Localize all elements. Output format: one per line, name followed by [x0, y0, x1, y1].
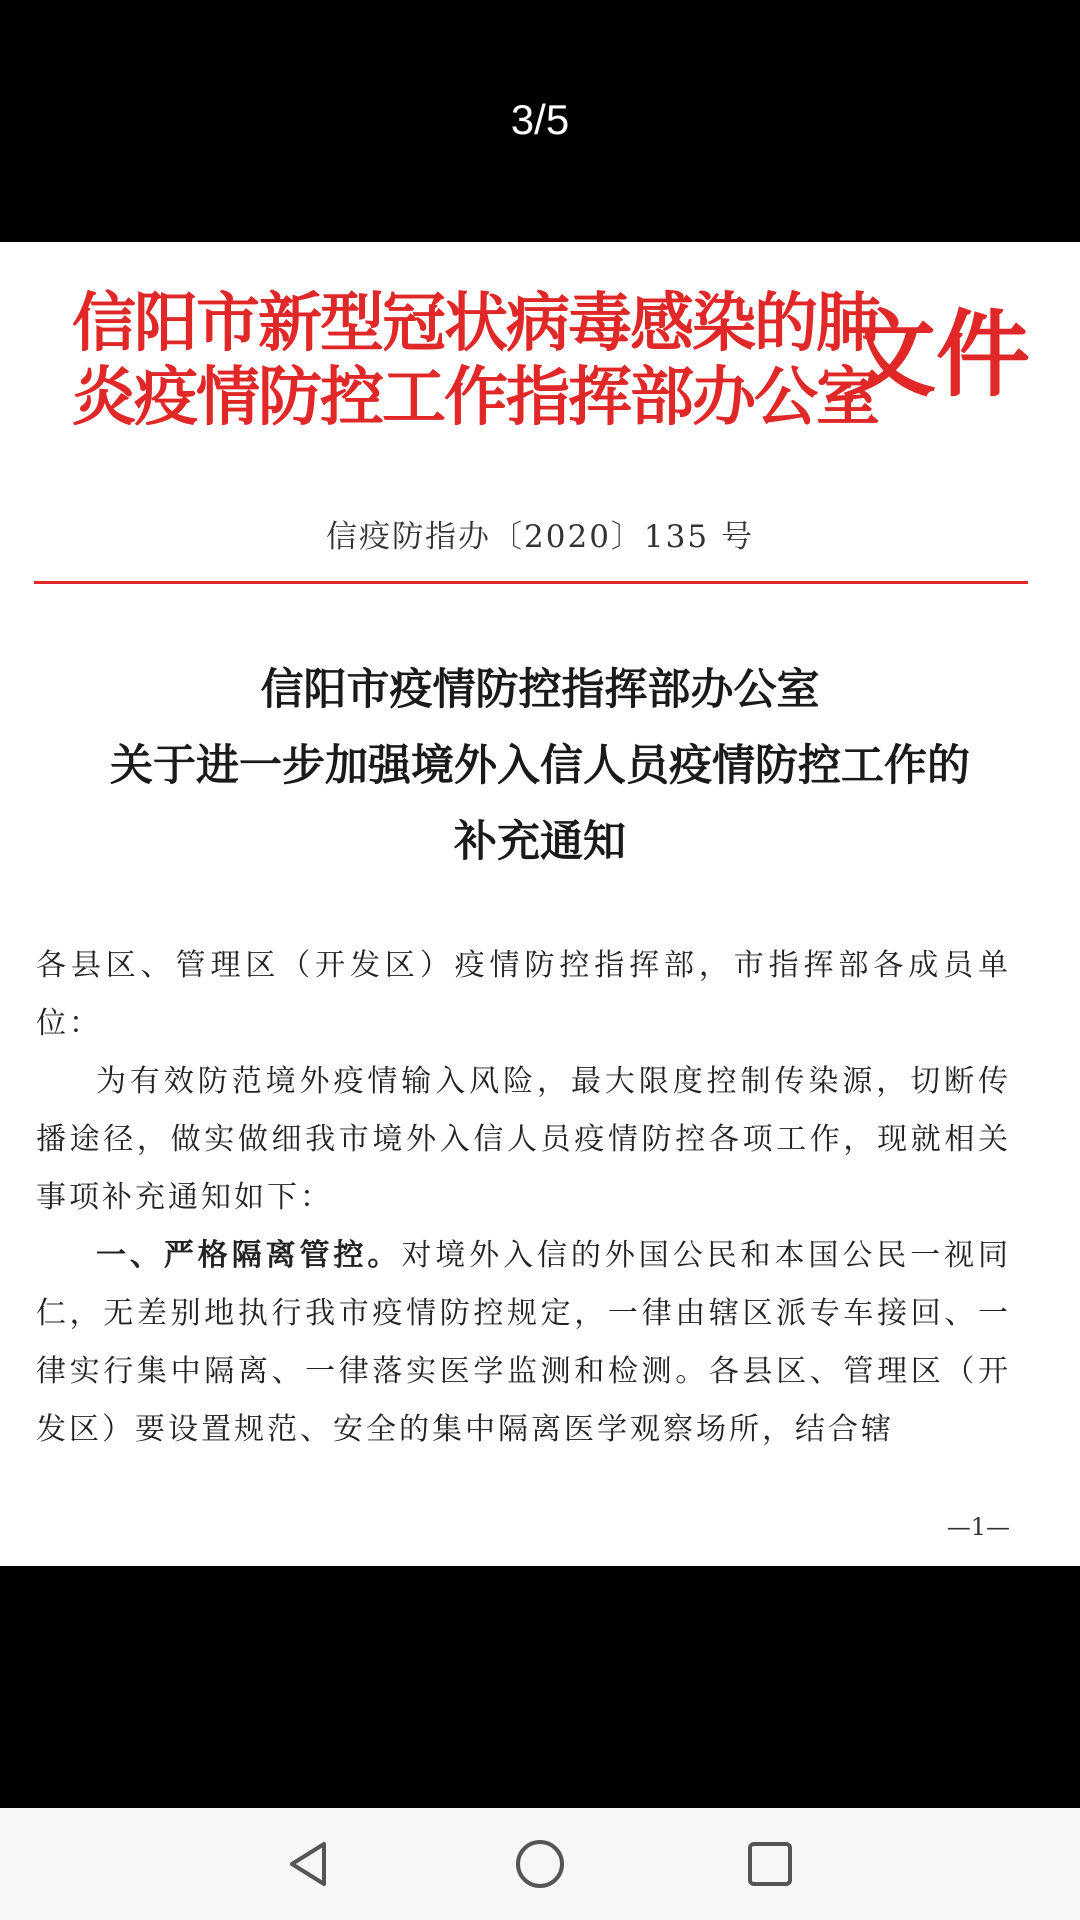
document-body	[36, 937, 1011, 1459]
notice-title-line: 补充通知	[454, 817, 626, 867]
section-1-heading: 一、严格隔离管控。	[96, 1238, 402, 1273]
back-button[interactable]	[240, 1808, 380, 1920]
circle-home-icon	[512, 1836, 568, 1892]
page-counter: 3/5	[510, 96, 570, 143]
recents-button[interactable]	[700, 1808, 840, 1920]
triangle-back-icon	[282, 1836, 338, 1892]
document-page-image[interactable]	[0, 242, 1080, 1566]
system-navigation-bar	[0, 1808, 1080, 1920]
issuing-office-title	[72, 286, 878, 435]
intro-paragraph: 为有效防范境外疫情输入风险，最大限度控制传染源，切断传播途径，做实做细我市境外入信人员疫情防控各项工作，现就相关事项补充通知如下：	[36, 1064, 1011, 1215]
document-type-label: 文件	[842, 300, 1031, 410]
notice-title-line: 关于进一步加强境外入信人员疫情防控工作的	[110, 741, 970, 791]
section-1-paragraph	[36, 1227, 1011, 1459]
viewer-bottom-area	[0, 1566, 1080, 1808]
notice-title	[0, 652, 1080, 880]
document-number: 信疫防指办〔2020〕135 号	[326, 519, 754, 555]
issuing-office-title-line: 信阳市新型冠状病毒感染的肺	[72, 286, 878, 361]
square-recents-icon	[742, 1836, 798, 1892]
issuing-office-title-line: 炎疫情防控工作指挥部办公室	[72, 360, 878, 435]
notice-title-line: 信阳市疫情防控指挥部办公室	[260, 665, 820, 715]
section-1-body: 对境外入信的外国公民和本国公民一视同仁，无差别地执行我市疫情防控规定，一律由辖区派专车接回、一律实行集中隔离、一律落实医学监测和检测。各县区、管理区（开发区）要设置规范、安全的集中隔离医学观察场所，结合辖	[36, 1238, 1012, 1447]
home-button[interactable]	[470, 1808, 610, 1920]
red-divider-line	[34, 581, 1028, 584]
document-page-number: —1—	[946, 1513, 1010, 1541]
viewer-top-bar	[0, 0, 1080, 242]
salutation-paragraph: 各县区、管理区（开发区）疫情防控指挥部，市指挥部各成员单位：	[36, 948, 1011, 1041]
